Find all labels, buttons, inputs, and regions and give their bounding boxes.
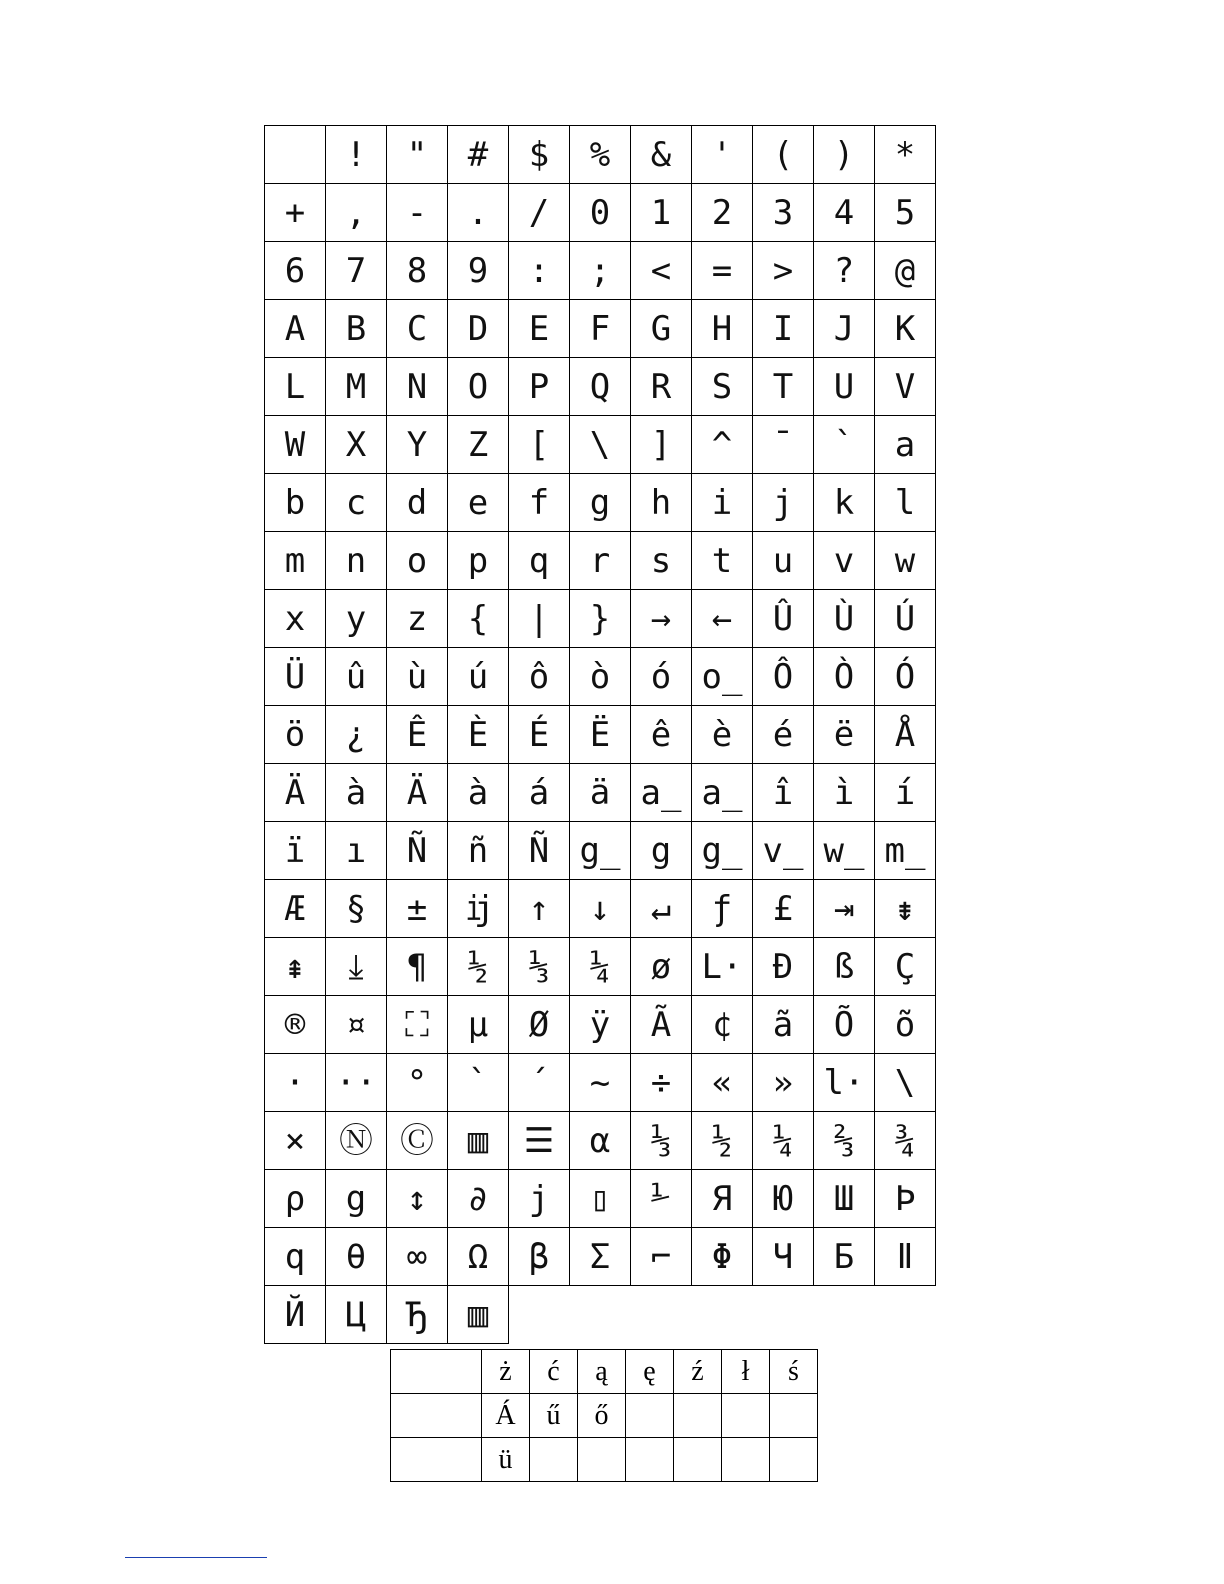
glyph-cell: ì xyxy=(814,764,875,822)
glyph-cell: ↓ xyxy=(570,880,631,938)
glyph-cell: 6 xyxy=(265,242,326,300)
glyph-cell: ÿ xyxy=(570,996,631,1054)
glyph-cell: ⤓ xyxy=(326,938,387,996)
glyph-cell: ƒ xyxy=(692,880,753,938)
glyph-cell: ⛶ xyxy=(387,996,448,1054)
extra-char-cell xyxy=(770,1438,818,1482)
glyph-cell: ! xyxy=(326,126,387,184)
glyph-cell: T xyxy=(753,358,814,416)
glyph-cell: M xyxy=(326,358,387,416)
glyph-cell: ê xyxy=(631,706,692,764)
extra-char-cell xyxy=(674,1394,722,1438)
glyph-cell: î xyxy=(753,764,814,822)
glyph-cell: Ç xyxy=(875,938,936,996)
glyph-cell: O xyxy=(448,358,509,416)
glyph-cell: ) xyxy=(814,126,875,184)
glyph-cell: ] xyxy=(631,416,692,474)
glyph-cell: § xyxy=(326,880,387,938)
glyph-cell: ☰ xyxy=(509,1112,570,1170)
glyph-cell: ⌐ xyxy=(631,1228,692,1286)
glyph-cell: ⇞ xyxy=(265,938,326,996)
glyph-cell: Ш xyxy=(814,1170,875,1228)
glyph-cell: Đ xyxy=(753,938,814,996)
glyph-cell: ® xyxy=(265,996,326,1054)
extra-char-cell: ű xyxy=(530,1394,578,1438)
glyph-cell: e xyxy=(448,474,509,532)
glyph-cell: r xyxy=(570,532,631,590)
glyph-cell: 0 xyxy=(570,184,631,242)
glyph-cell: ~ xyxy=(570,1054,631,1112)
glyph-row xyxy=(265,822,936,880)
glyph-cell: w̲ xyxy=(814,822,875,880)
glyph-cell: & xyxy=(631,126,692,184)
glyph-cell: Б xyxy=(814,1228,875,1286)
glyph-cell: ø xyxy=(631,938,692,996)
glyph-cell: Й xyxy=(265,1286,326,1344)
glyph-cell: ë xyxy=(814,706,875,764)
glyph-cell: F xyxy=(570,300,631,358)
glyph-cell: Φ xyxy=(692,1228,753,1286)
glyph-cell: ; xyxy=(570,242,631,300)
glyph-cell: ß xyxy=(814,938,875,996)
glyph-cell: ã xyxy=(753,996,814,1054)
glyph-cell: ∂ xyxy=(448,1170,509,1228)
glyph-cell: ¯ xyxy=(753,416,814,474)
glyph-cell: J xyxy=(814,300,875,358)
footnote-separator xyxy=(125,1557,267,1558)
glyph-cell: B xyxy=(326,300,387,358)
glyph-cell: á xyxy=(509,764,570,822)
glyph-cell: ▥ xyxy=(448,1112,509,1170)
glyph-cell: @ xyxy=(875,242,936,300)
glyph-cell: Ó xyxy=(875,648,936,706)
glyph-cell: X xyxy=(326,416,387,474)
glyph-row xyxy=(265,532,936,590)
empty-cell xyxy=(753,1286,814,1344)
glyph-cell: Ñ xyxy=(509,822,570,880)
extra-char-cell: ą xyxy=(578,1350,626,1394)
glyph-cell: Y xyxy=(387,416,448,474)
extra-char-cell: ę xyxy=(626,1350,674,1394)
glyph-cell: A xyxy=(265,300,326,358)
glyph-cell: ▯ xyxy=(570,1170,631,1228)
glyph-cell: > xyxy=(753,242,814,300)
glyph-row xyxy=(265,764,936,822)
glyph-cell: 8 xyxy=(387,242,448,300)
glyph-cell: é xyxy=(753,706,814,764)
glyph-cell: / xyxy=(509,184,570,242)
glyph-cell: ¶ xyxy=(387,938,448,996)
glyph-cell: C xyxy=(387,300,448,358)
glyph-cell: ¢ xyxy=(692,996,753,1054)
glyph-cell: a̲ xyxy=(631,764,692,822)
glyph-cell: v̲ xyxy=(753,822,814,880)
glyph-cell: p xyxy=(448,532,509,590)
glyph-cell: U xyxy=(814,358,875,416)
glyph-cell: l· xyxy=(814,1054,875,1112)
glyph-cell: s xyxy=(631,532,692,590)
glyph-cell: 9 xyxy=(448,242,509,300)
glyph-cell: ⅔ xyxy=(814,1112,875,1170)
character-glyph-table xyxy=(264,125,936,1344)
glyph-row xyxy=(265,996,936,1054)
glyph-cell: : xyxy=(509,242,570,300)
glyph-cell: k xyxy=(814,474,875,532)
glyph-cell: Ч xyxy=(753,1228,814,1286)
glyph-cell: µ xyxy=(448,996,509,1054)
glyph-cell: ⇟ xyxy=(875,880,936,938)
glyph-cell: - xyxy=(387,184,448,242)
glyph-cell: £ xyxy=(753,880,814,938)
glyph-cell: . xyxy=(448,184,509,242)
glyph-row xyxy=(265,1228,936,1286)
glyph-cell: L xyxy=(265,358,326,416)
extra-char-cell xyxy=(674,1438,722,1482)
glyph-cell: Å xyxy=(875,706,936,764)
glyph-cell: ⅓ xyxy=(631,1112,692,1170)
glyph-cell: ⅓ xyxy=(509,938,570,996)
glyph-cell: Ђ xyxy=(387,1286,448,1344)
glyph-cell: t xyxy=(692,532,753,590)
glyph-cell: Õ xyxy=(814,996,875,1054)
glyph-cell: , xyxy=(326,184,387,242)
glyph-cell: ¾ xyxy=(875,1112,936,1170)
empty-cell xyxy=(631,1286,692,1344)
glyph-cell: ï xyxy=(265,822,326,880)
glyph-cell: l xyxy=(875,474,936,532)
glyph-cell: a̲ xyxy=(692,764,753,822)
glyph-cell: % xyxy=(570,126,631,184)
glyph-cell: f xyxy=(509,474,570,532)
glyph-cell: | xyxy=(509,590,570,648)
glyph-cell: α xyxy=(570,1112,631,1170)
extra-label-cell xyxy=(391,1394,482,1438)
glyph-cell: g xyxy=(570,474,631,532)
glyph-cell: ò xyxy=(570,648,631,706)
glyph-cell: ¿ xyxy=(326,706,387,764)
glyph-row xyxy=(265,1054,936,1112)
glyph-cell: # xyxy=(448,126,509,184)
glyph-cell: g̲ xyxy=(692,822,753,880)
glyph-cell: $ xyxy=(509,126,570,184)
glyph-row xyxy=(265,300,936,358)
glyph-row xyxy=(265,1112,936,1170)
glyph-cell: × xyxy=(265,1112,326,1170)
glyph-cell: D xyxy=(448,300,509,358)
glyph-row xyxy=(265,126,936,184)
glyph-cell: y xyxy=(326,590,387,648)
glyph-cell: Æ xyxy=(265,880,326,938)
glyph-cell: ä xyxy=(570,764,631,822)
extra-row xyxy=(391,1438,818,1482)
glyph-cell: Þ xyxy=(875,1170,936,1228)
empty-cell xyxy=(814,1286,875,1344)
extra-char-cell: ł xyxy=(722,1350,770,1394)
glyph-row xyxy=(265,416,936,474)
glyph-cell: H xyxy=(692,300,753,358)
glyph-cell: ( xyxy=(753,126,814,184)
extra-characters-table xyxy=(390,1349,818,1482)
glyph-cell: Ê xyxy=(387,706,448,764)
glyph-cell: g̲ xyxy=(570,822,631,880)
extra-char-cell: ż xyxy=(482,1350,530,1394)
glyph-cell: + xyxy=(265,184,326,242)
glyph-cell: ·· xyxy=(326,1054,387,1112)
glyph-cell: Z xyxy=(448,416,509,474)
glyph-cell: G xyxy=(631,300,692,358)
glyph-cell: Ô xyxy=(753,648,814,706)
glyph-row xyxy=(265,880,936,938)
extra-char-cell xyxy=(530,1438,578,1482)
glyph-cell: { xyxy=(448,590,509,648)
glyph-cell: u xyxy=(753,532,814,590)
glyph-cell: b xyxy=(265,474,326,532)
glyph-cell: ° xyxy=(387,1054,448,1112)
glyph-cell: \ xyxy=(570,416,631,474)
glyph-cell: I xyxy=(753,300,814,358)
glyph-cell: à xyxy=(448,764,509,822)
glyph-cell: j xyxy=(753,474,814,532)
glyph-cell: Я xyxy=(692,1170,753,1228)
glyph-cell: = xyxy=(692,242,753,300)
glyph-cell: ` xyxy=(448,1054,509,1112)
glyph-cell: Ⓒ xyxy=(387,1112,448,1170)
glyph-cell: P xyxy=(509,358,570,416)
extra-char-cell xyxy=(626,1394,674,1438)
glyph-cell: x xyxy=(265,590,326,648)
glyph-cell: ^ xyxy=(692,416,753,474)
extra-char-cell: ő xyxy=(578,1394,626,1438)
glyph-cell: m xyxy=(265,532,326,590)
glyph-cell: Ä xyxy=(387,764,448,822)
glyph-cell: Ä xyxy=(265,764,326,822)
glyph-cell: v xyxy=(814,532,875,590)
glyph-cell: V xyxy=(875,358,936,416)
empty-cell xyxy=(509,1286,570,1344)
glyph-cell: ö xyxy=(265,706,326,764)
glyph-cell: ` xyxy=(814,416,875,474)
glyph-cell: Ñ xyxy=(387,822,448,880)
glyph-cell: a xyxy=(875,416,936,474)
glyph-cell: à xyxy=(326,764,387,822)
glyph-cell: ↕ xyxy=(387,1170,448,1228)
glyph-cell: o xyxy=(387,532,448,590)
glyph-cell: N xyxy=(387,358,448,416)
glyph-cell: Ë xyxy=(570,706,631,764)
glyph-cell: W xyxy=(265,416,326,474)
glyph-cell: h xyxy=(631,474,692,532)
glyph-cell: 1 xyxy=(631,184,692,242)
extra-char-cell: ć xyxy=(530,1350,578,1394)
extra-char-cell xyxy=(770,1394,818,1438)
glyph-cell: 3 xyxy=(753,184,814,242)
glyph-row xyxy=(265,184,936,242)
glyph-cell: « xyxy=(692,1054,753,1112)
glyph-cell: Ⓝ xyxy=(326,1112,387,1170)
glyph-cell: ú xyxy=(448,648,509,706)
glyph-cell: í xyxy=(875,764,936,822)
glyph-cell: ÷ xyxy=(631,1054,692,1112)
glyph-cell: Σ xyxy=(570,1228,631,1286)
glyph-cell xyxy=(265,126,326,184)
glyph-cell: n xyxy=(326,532,387,590)
glyph-cell: ' xyxy=(692,126,753,184)
glyph-cell: ı xyxy=(326,822,387,880)
glyph-cell: Ù xyxy=(814,590,875,648)
glyph-cell: L· xyxy=(692,938,753,996)
glyph-cell: ù xyxy=(387,648,448,706)
glyph-cell: R xyxy=(631,358,692,416)
glyph-row xyxy=(265,1286,936,1344)
empty-cell xyxy=(692,1286,753,1344)
glyph-cell: \ xyxy=(875,1054,936,1112)
glyph-cell: Q xyxy=(570,358,631,416)
glyph-row xyxy=(265,590,936,648)
extra-label-cell xyxy=(391,1350,482,1394)
glyph-cell: → xyxy=(631,590,692,648)
glyph-row xyxy=(265,706,936,764)
glyph-cell: ⅟ xyxy=(631,1170,692,1228)
glyph-cell: S xyxy=(692,358,753,416)
glyph-cell: Ω xyxy=(448,1228,509,1286)
glyph-cell: É xyxy=(509,706,570,764)
glyph-cell: ¤ xyxy=(326,996,387,1054)
empty-cell xyxy=(875,1286,936,1344)
glyph-cell: ¼ xyxy=(570,938,631,996)
glyph-cell: » xyxy=(753,1054,814,1112)
glyph-row xyxy=(265,474,936,532)
glyph-cell: ½ xyxy=(448,938,509,996)
glyph-cell: Ã xyxy=(631,996,692,1054)
glyph-cell: ← xyxy=(692,590,753,648)
glyph-cell: Ⅱ xyxy=(875,1228,936,1286)
glyph-cell: q xyxy=(265,1228,326,1286)
extra-char-cell xyxy=(722,1394,770,1438)
glyph-cell: · xyxy=(265,1054,326,1112)
glyph-cell: i xyxy=(692,474,753,532)
glyph-cell: ρ xyxy=(265,1170,326,1228)
glyph-cell: È xyxy=(448,706,509,764)
glyph-cell: * xyxy=(875,126,936,184)
extra-char-cell: ü xyxy=(482,1438,530,1482)
glyph-cell: Ю xyxy=(753,1170,814,1228)
glyph-cell: q xyxy=(509,532,570,590)
glyph-row xyxy=(265,242,936,300)
glyph-cell: Ò xyxy=(814,648,875,706)
glyph-cell: ? xyxy=(814,242,875,300)
glyph-cell: g xyxy=(631,822,692,880)
glyph-cell: è xyxy=(692,706,753,764)
glyph-cell: 4 xyxy=(814,184,875,242)
glyph-cell: ∞ xyxy=(387,1228,448,1286)
extra-char-cell xyxy=(626,1438,674,1482)
glyph-cell: < xyxy=(631,242,692,300)
glyph-cell: ↵ xyxy=(631,880,692,938)
glyph-cell: ñ xyxy=(448,822,509,880)
glyph-cell: w xyxy=(875,532,936,590)
glyph-cell: Ø xyxy=(509,996,570,1054)
extra-char-cell xyxy=(722,1438,770,1482)
glyph-cell: ´ xyxy=(509,1054,570,1112)
glyph-cell: ↑ xyxy=(509,880,570,938)
extra-char-cell xyxy=(578,1438,626,1482)
extra-char-cell: ź xyxy=(674,1350,722,1394)
extra-char-cell: ś xyxy=(770,1350,818,1394)
extra-label-cell xyxy=(391,1438,482,1482)
glyph-cell: θ xyxy=(326,1228,387,1286)
glyph-cell: Ü xyxy=(265,648,326,706)
glyph-cell: } xyxy=(570,590,631,648)
glyph-cell: Û xyxy=(753,590,814,648)
glyph-cell: 7 xyxy=(326,242,387,300)
glyph-cell: 5 xyxy=(875,184,936,242)
empty-cell xyxy=(570,1286,631,1344)
glyph-row xyxy=(265,1170,936,1228)
extra-row xyxy=(391,1350,818,1394)
glyph-row xyxy=(265,938,936,996)
glyph-cell: z xyxy=(387,590,448,648)
glyph-cell: j xyxy=(509,1170,570,1228)
glyph-cell: ⇥ xyxy=(814,880,875,938)
glyph-cell: ô xyxy=(509,648,570,706)
glyph-cell: õ xyxy=(875,996,936,1054)
glyph-cell: E xyxy=(509,300,570,358)
glyph-cell: g xyxy=(326,1170,387,1228)
glyph-cell: Ц xyxy=(326,1286,387,1344)
glyph-cell: û xyxy=(326,648,387,706)
glyph-cell: ¼ xyxy=(753,1112,814,1170)
extra-row xyxy=(391,1394,818,1438)
glyph-cell: d xyxy=(387,474,448,532)
glyph-cell: 2 xyxy=(692,184,753,242)
extra-char-cell: Á xyxy=(482,1394,530,1438)
glyph-cell: o̲ xyxy=(692,648,753,706)
glyph-cell: Ú xyxy=(875,590,936,648)
glyph-cell: β xyxy=(509,1228,570,1286)
glyph-cell: ĳ xyxy=(448,880,509,938)
glyph-cell: ó xyxy=(631,648,692,706)
glyph-cell: ½ xyxy=(692,1112,753,1170)
glyph-cell: " xyxy=(387,126,448,184)
glyph-cell: m̲ xyxy=(875,822,936,880)
glyph-row xyxy=(265,648,936,706)
glyph-cell: K xyxy=(875,300,936,358)
glyph-cell: ▥ xyxy=(448,1286,509,1344)
glyph-cell: [ xyxy=(509,416,570,474)
glyph-row xyxy=(265,358,936,416)
glyph-cell: c xyxy=(326,474,387,532)
glyph-cell: ± xyxy=(387,880,448,938)
